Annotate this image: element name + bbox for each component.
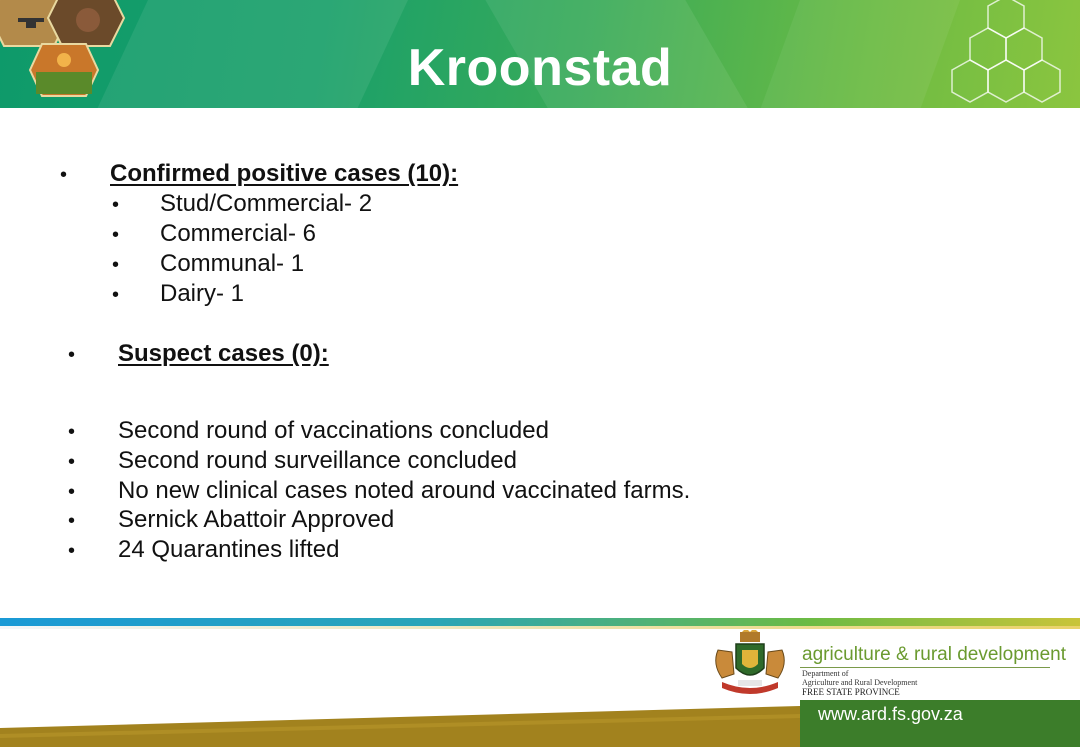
department-label	[802, 669, 917, 687]
suspect-cases-heading: Suspect cases (0):	[118, 340, 329, 367]
bullet: •	[112, 254, 120, 276]
list-item: Commercial- 6	[160, 220, 317, 247]
list-item: Dairy- 1	[160, 280, 245, 307]
note-item: Second round surveillance concluded	[118, 447, 517, 474]
department-line1: Department of	[802, 669, 849, 678]
note-item: Sernick Abattoir Approved	[118, 506, 395, 533]
bullet: •	[68, 451, 76, 473]
header-banner	[0, 0, 1080, 108]
brand-name: agriculture & rural development	[802, 644, 1067, 665]
bullet: •	[68, 344, 76, 366]
bullet: •	[68, 510, 76, 532]
bullet: •	[112, 194, 120, 216]
footer-stripe	[0, 618, 1080, 626]
page-title: Kroonstad	[407, 39, 673, 97]
website-link[interactable]: www.ard.fs.gov.za	[818, 704, 963, 724]
note-item: No new clinical cases noted around vaccinated farms.	[118, 477, 691, 504]
bullet: •	[60, 164, 68, 186]
note-item: 24 Quarantines lifted	[118, 536, 340, 563]
bullet: •	[112, 284, 120, 306]
bullet: •	[68, 540, 76, 562]
brand-divider	[800, 667, 1050, 668]
bullet: •	[68, 481, 76, 503]
bullet: •	[68, 421, 76, 443]
list-item: Stud/Commercial- 2	[160, 190, 373, 217]
bullet: •	[112, 224, 120, 246]
free-state-coat-of-arms-icon	[708, 630, 792, 700]
note-item: Second round of vaccinations concluded	[118, 417, 549, 444]
footer-stripe-thin	[0, 626, 1080, 629]
province-label: FREE STATE PROVINCE	[802, 687, 900, 697]
list-item: Communal- 1	[160, 250, 305, 277]
department-line2: Agriculture and Rural Development	[802, 678, 918, 687]
confirmed-cases-heading: Confirmed positive cases (10):	[110, 160, 459, 187]
